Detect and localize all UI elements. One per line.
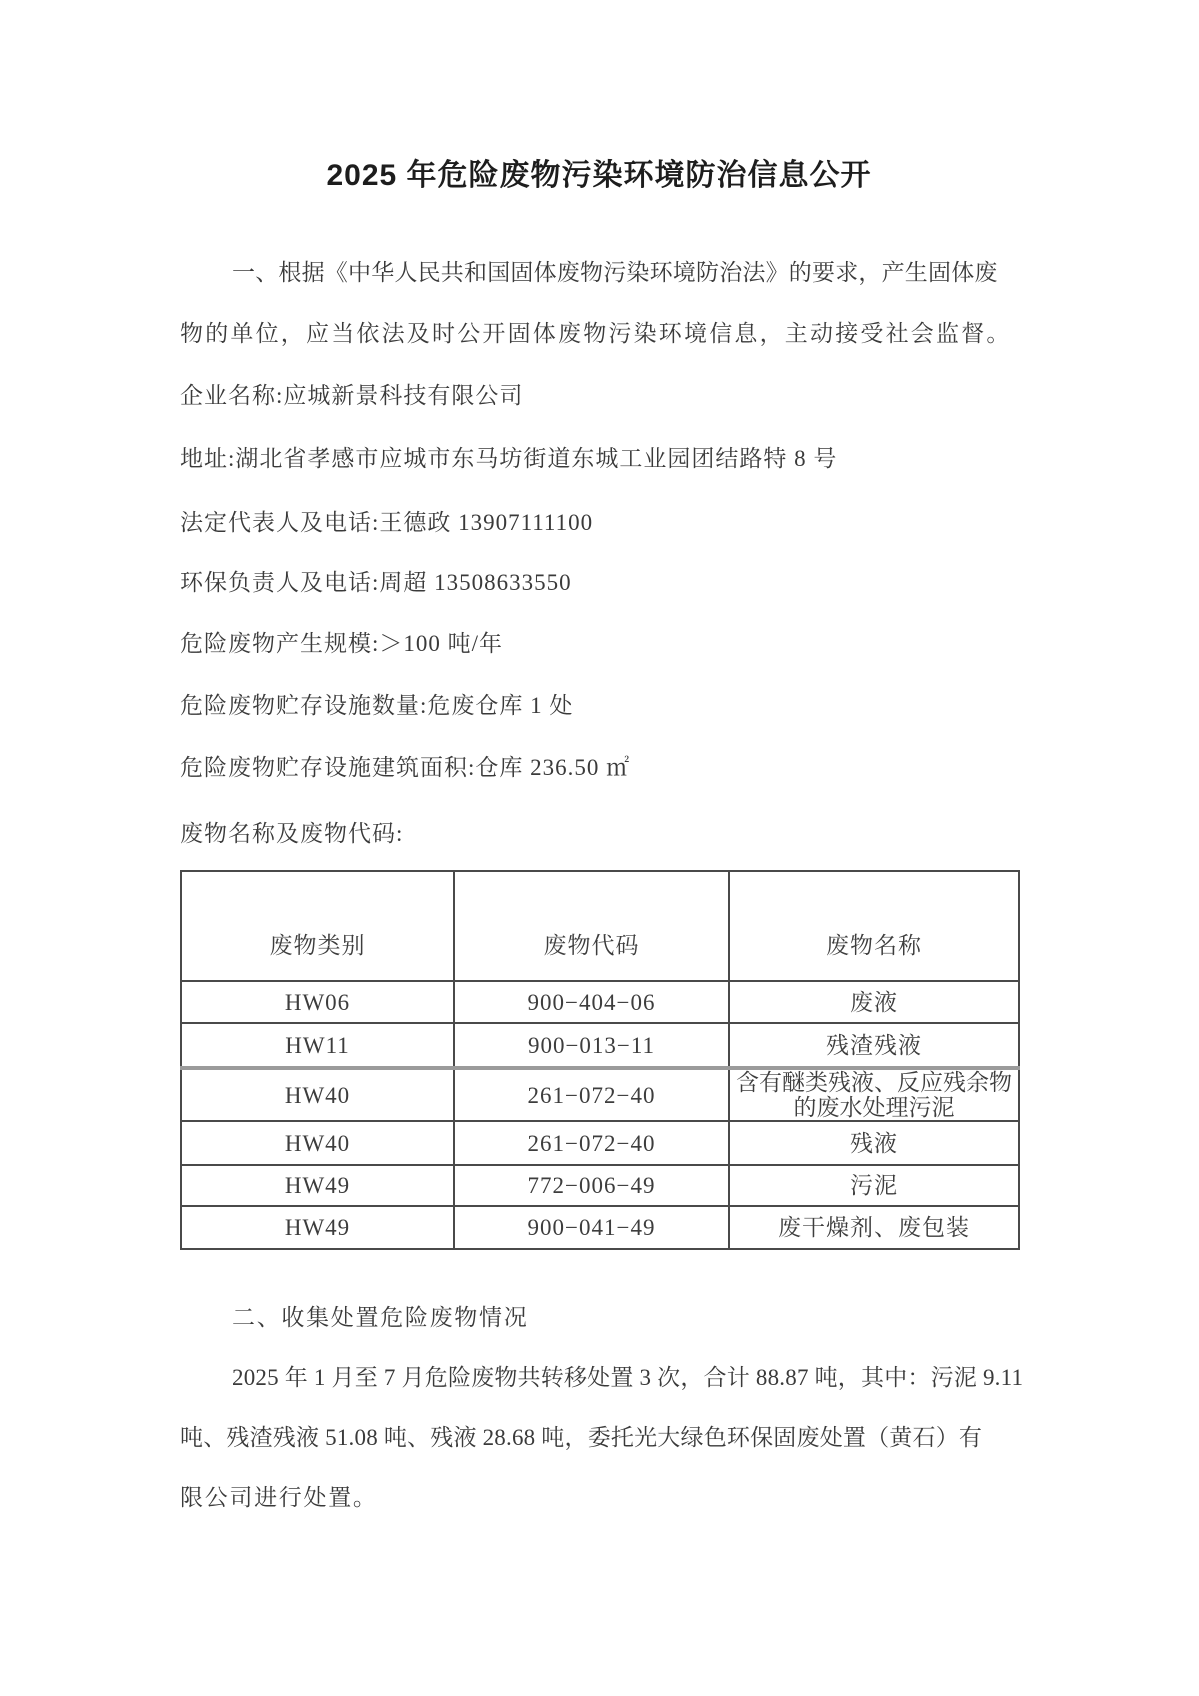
section1-paragraph-line-2: 物的单位，应当依法及时公开固体废物污染环境信息，主动接受社会监督。 [180, 321, 1012, 346]
table-row [181, 1121, 1019, 1165]
cell-code: 772−006−49 [454, 1165, 729, 1206]
section2-paragraph-line-3: 限公司进行处置。 [180, 1485, 378, 1510]
section2-paragraph-line-1: 2025 年 1 月至 7 月危险废物共转移处置 3 次，合计 88.87 吨，其中：污泥 9.11 [232, 1365, 1024, 1390]
cell-code: 900−013−11 [454, 1023, 729, 1068]
section2-paragraph-line-2: 吨、残渣残液 51.08 吨、残液 28.68 吨，委托光大绿色环保固废处置（黄石）有 [180, 1425, 983, 1450]
info-line-company-name: 企业名称:应城新景科技有限公司 [180, 383, 524, 408]
info-line-address: 地址:湖北省孝感市应城市东马坊街道东城工业园团结路特 8 号 [180, 446, 838, 471]
cell-name: 残液 [729, 1121, 1019, 1165]
info-line-legal-representative: 法定代表人及电话:王德政 13907111100 [180, 510, 594, 535]
cell-code: 261−072−40 [454, 1121, 729, 1165]
table-row [181, 981, 1019, 1023]
info-line-storage-count: 危险废物贮存设施数量:危废仓库 1 处 [180, 693, 574, 718]
cell-category: HW49 [181, 1165, 454, 1206]
cell-category: HW40 [181, 1068, 454, 1121]
table-row [181, 1165, 1019, 1206]
column-header-waste-name: 废物名称 [729, 871, 1019, 981]
cell-name: 废干燥剂、废包装 [729, 1206, 1019, 1249]
cell-code: 900−041−49 [454, 1206, 729, 1249]
table-header-row [181, 871, 1019, 981]
cell-category: HW11 [181, 1023, 454, 1068]
table-row [181, 1023, 1019, 1068]
info-line-waste-scale: 危险废物产生规模:＞100 吨/年 [180, 631, 504, 656]
cell-category: HW49 [181, 1206, 454, 1249]
column-header-waste-category: 废物类别 [181, 871, 454, 981]
cell-category: HW40 [181, 1121, 454, 1165]
info-line-env-manager: 环保负责人及电话:周超 13508633550 [180, 570, 572, 595]
column-header-waste-code: 废物代码 [454, 871, 729, 981]
cell-name: 含有醚类残液、反应残余物的废水处理污泥 [729, 1068, 1019, 1121]
section1-paragraph-line-1: 一、根据《中华人民共和国固体废物污染环境防治法》的要求，产生固体废 [232, 260, 998, 285]
cell-name: 残渣残液 [729, 1023, 1019, 1068]
table-row [181, 1068, 1019, 1121]
document-title: 2025 年危险废物污染环境防治信息公开 [326, 159, 872, 192]
info-line-table-caption: 废物名称及废物代码: [180, 821, 404, 846]
cell-name: 废液 [729, 981, 1019, 1023]
waste-code-table [180, 870, 1020, 1250]
cell-code: 261−072−40 [454, 1068, 729, 1121]
cell-category: HW06 [181, 981, 454, 1023]
table-row [181, 1206, 1019, 1249]
cell-code: 900−404−06 [454, 981, 729, 1023]
info-line-storage-area: 危险废物贮存设施建筑面积:仓库 236.50 ㎡ [180, 755, 631, 780]
section2-heading: 二、收集处置危险废物情况 [232, 1305, 529, 1330]
cell-name: 污泥 [729, 1165, 1019, 1206]
